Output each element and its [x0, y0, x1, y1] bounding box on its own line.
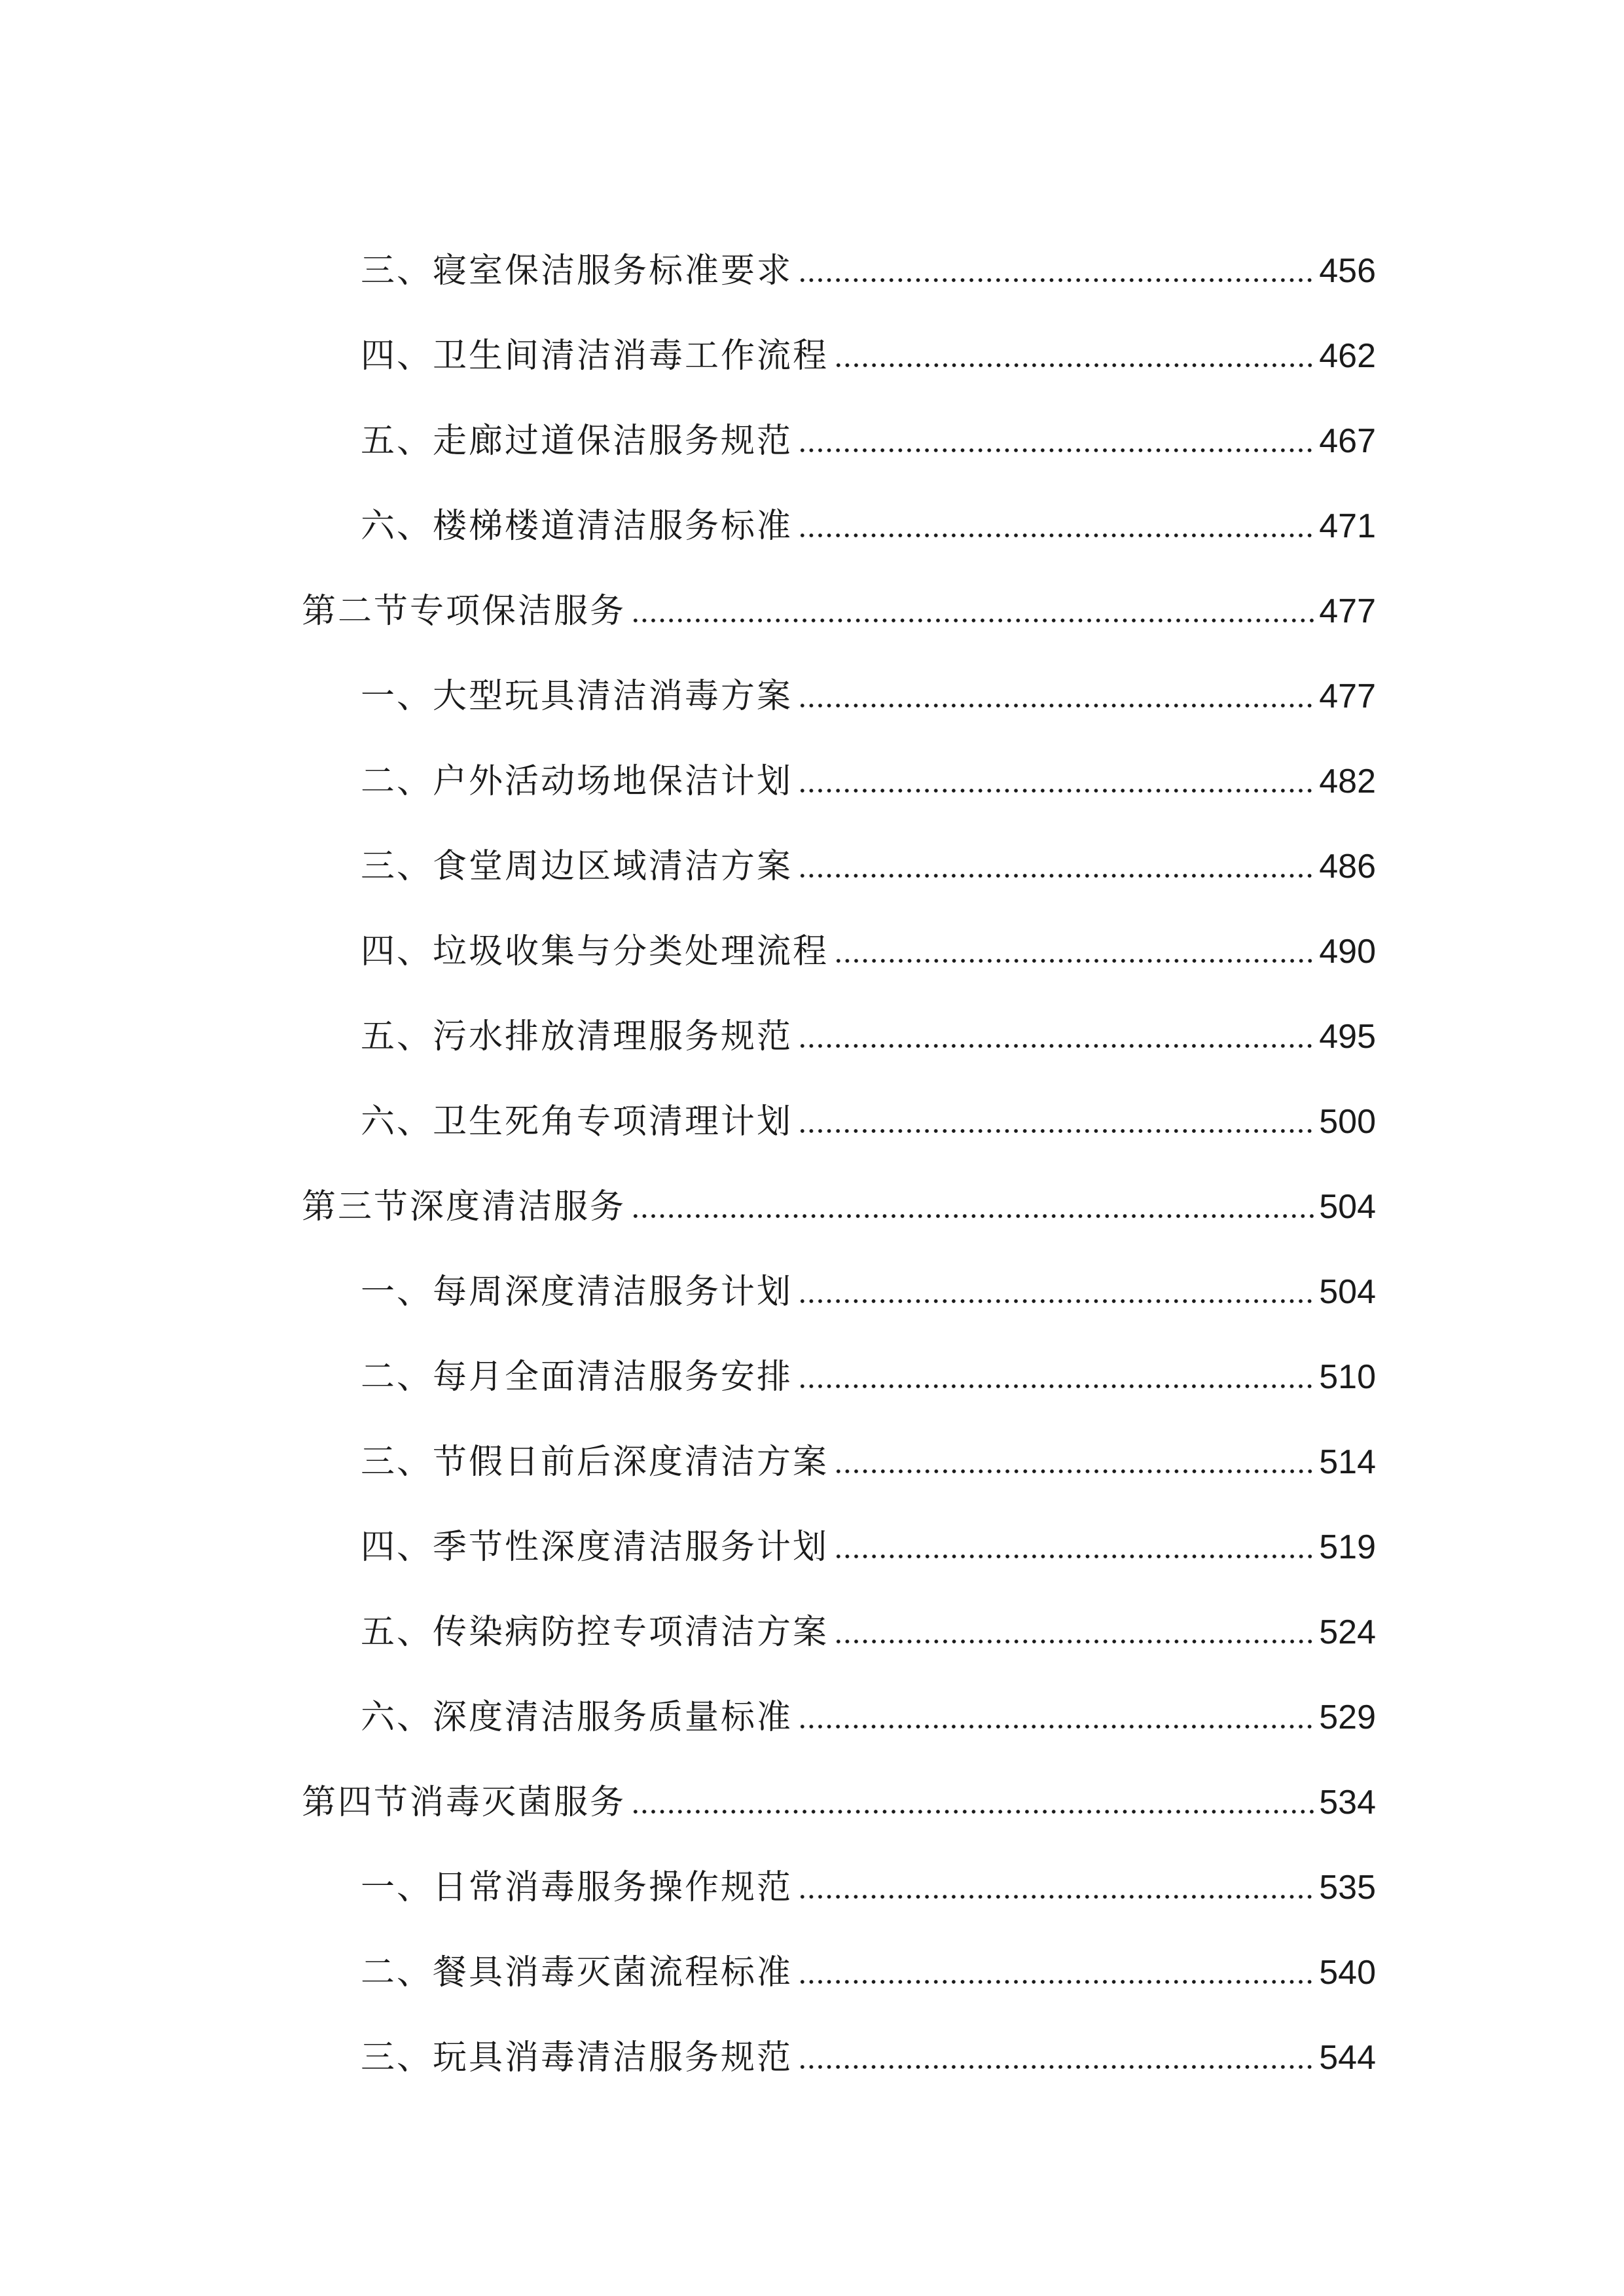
toc-entry[interactable]: [0, 203, 1376, 291]
toc-entry[interactable]: [0, 1564, 1376, 1652]
toc-dot-leader: [834, 363, 1315, 368]
toc-page-number: 535: [1319, 1869, 1376, 1907]
toc-dot-leader: [798, 2064, 1315, 2070]
toc-entry-title: 二、餐具消毒灭菌流程标准: [361, 1953, 793, 1992]
toc-section-entry[interactable]: [0, 1734, 1376, 1820]
toc-entry-title: 六、卫生死角专项清理计划: [361, 1102, 793, 1141]
toc-page-number: 510: [1319, 1358, 1376, 1396]
toc-entry-title: 一、大型玩具清洁消毒方案: [361, 677, 793, 716]
toc-entry-title: 三、节假日前后深度清洁方案: [361, 1443, 829, 1482]
toc-page-number: 519: [1319, 1528, 1376, 1566]
toc-section-entry[interactable]: [0, 1139, 1376, 1227]
toc-page-number: 504: [1319, 1188, 1376, 1226]
toc-entry[interactable]: [0, 969, 1376, 1054]
toc-entry[interactable]: [0, 1054, 1376, 1139]
toc-entry-title: 六、楼梯楼道清洁服务标准: [361, 507, 793, 546]
toc-dot-leader: [798, 873, 1315, 878]
toc-dot-leader: [798, 1384, 1315, 1389]
toc-entry[interactable]: [0, 1820, 1376, 1905]
toc-dot-leader: [834, 1469, 1315, 1474]
toc-entry-title: 四、卫生间清洁消毒工作流程: [361, 336, 829, 376]
toc-dot-leader: [798, 1894, 1315, 1899]
toc-page-number: 456: [1319, 252, 1376, 290]
toc-entry[interactable]: [0, 1479, 1376, 1567]
toc-dot-leader: [798, 1128, 1315, 1134]
toc-entry[interactable]: [0, 1905, 1376, 1990]
toc-section-title: 第三节深度清洁服务: [302, 1187, 626, 1227]
toc-entry[interactable]: [0, 1309, 1376, 1397]
toc-page-number: 504: [1319, 1273, 1376, 1311]
toc-dot-leader: [798, 1979, 1315, 1984]
toc-section-title: 第四节消毒灭菌服务: [302, 1783, 626, 1822]
toc-dot-leader: [798, 1299, 1315, 1304]
toc-section-title: 第二节专项保洁服务: [302, 592, 626, 631]
toc-entry[interactable]: [0, 1990, 1376, 2075]
toc-entry[interactable]: [0, 373, 1376, 461]
table-of-contents: [0, 203, 1624, 2075]
toc-entry-title: 二、每月全面清洁服务安排: [361, 1357, 793, 1397]
toc-entry[interactable]: [0, 884, 1376, 969]
toc-page-number: 534: [1319, 1784, 1376, 1821]
toc-dot-leader: [798, 1724, 1315, 1729]
toc-page-number: 524: [1319, 1613, 1376, 1651]
toc-page-number: 514: [1319, 1443, 1376, 1481]
toc-section-entry[interactable]: [0, 543, 1376, 631]
toc-page-number: 477: [1319, 677, 1376, 715]
toc-dot-leader: [631, 618, 1315, 623]
toc-entry-title: 三、寝室保洁服务标准要求: [361, 251, 793, 291]
toc-entry-title: 三、玩具消毒清洁服务规范: [361, 2038, 793, 2077]
toc-dot-leader: [834, 1639, 1315, 1644]
toc-entry[interactable]: [0, 288, 1376, 376]
toc-dot-leader: [798, 278, 1315, 283]
toc-entry-title: 六、深度清洁服务质量标准: [361, 1698, 793, 1737]
toc-entry[interactable]: [0, 798, 1376, 884]
toc-entry-title: 二、户外活动场地保洁计划: [361, 762, 793, 801]
toc-entry-title: 五、污水排放清理服务规范: [361, 1017, 793, 1056]
toc-dot-leader: [798, 533, 1315, 538]
toc-entry-title: 四、季节性深度清洁服务计划: [361, 1528, 829, 1567]
toc-entry-title: 五、传染病防控专项清洁方案: [361, 1613, 829, 1652]
toc-entry[interactable]: [0, 628, 1376, 716]
toc-dot-leader: [798, 788, 1315, 793]
toc-page-number: 490: [1319, 933, 1376, 971]
toc-page-number: 477: [1319, 592, 1376, 630]
toc-entry-title: 一、每周深度清洁服务计划: [361, 1272, 793, 1312]
toc-page-number: 544: [1319, 2039, 1376, 2077]
toc-entry[interactable]: [0, 458, 1376, 546]
toc-entry[interactable]: [0, 1224, 1376, 1312]
toc-dot-leader: [631, 1213, 1315, 1219]
toc-entry-title: 四、垃圾收集与分类处理流程: [361, 932, 829, 971]
toc-entry-title: 三、食堂周边区域清洁方案: [361, 847, 793, 886]
toc-dot-leader: [798, 703, 1315, 708]
toc-page-number: 540: [1319, 1954, 1376, 1992]
toc-page-number: 482: [1319, 762, 1376, 800]
toc-entry[interactable]: [0, 1649, 1376, 1737]
toc-dot-leader: [798, 448, 1315, 453]
toc-page-number: 471: [1319, 507, 1376, 545]
toc-page-number: 462: [1319, 337, 1376, 375]
toc-entry-title: 一、日常消毒服务操作规范: [361, 1868, 793, 1907]
toc-page-number: 529: [1319, 1698, 1376, 1736]
toc-dot-leader: [834, 1554, 1315, 1559]
toc-page-number: 486: [1319, 848, 1376, 886]
toc-dot-leader: [834, 958, 1315, 963]
toc-page-number: 467: [1319, 422, 1376, 460]
toc-entry[interactable]: [0, 1394, 1376, 1482]
toc-entry[interactable]: [0, 713, 1376, 801]
toc-entry-title: 五、走廊过道保洁服务规范: [361, 422, 793, 461]
toc-page-number: 495: [1319, 1018, 1376, 1056]
toc-dot-leader: [798, 1043, 1315, 1049]
toc-dot-leader: [631, 1809, 1315, 1814]
toc-page-number: 500: [1319, 1103, 1376, 1141]
